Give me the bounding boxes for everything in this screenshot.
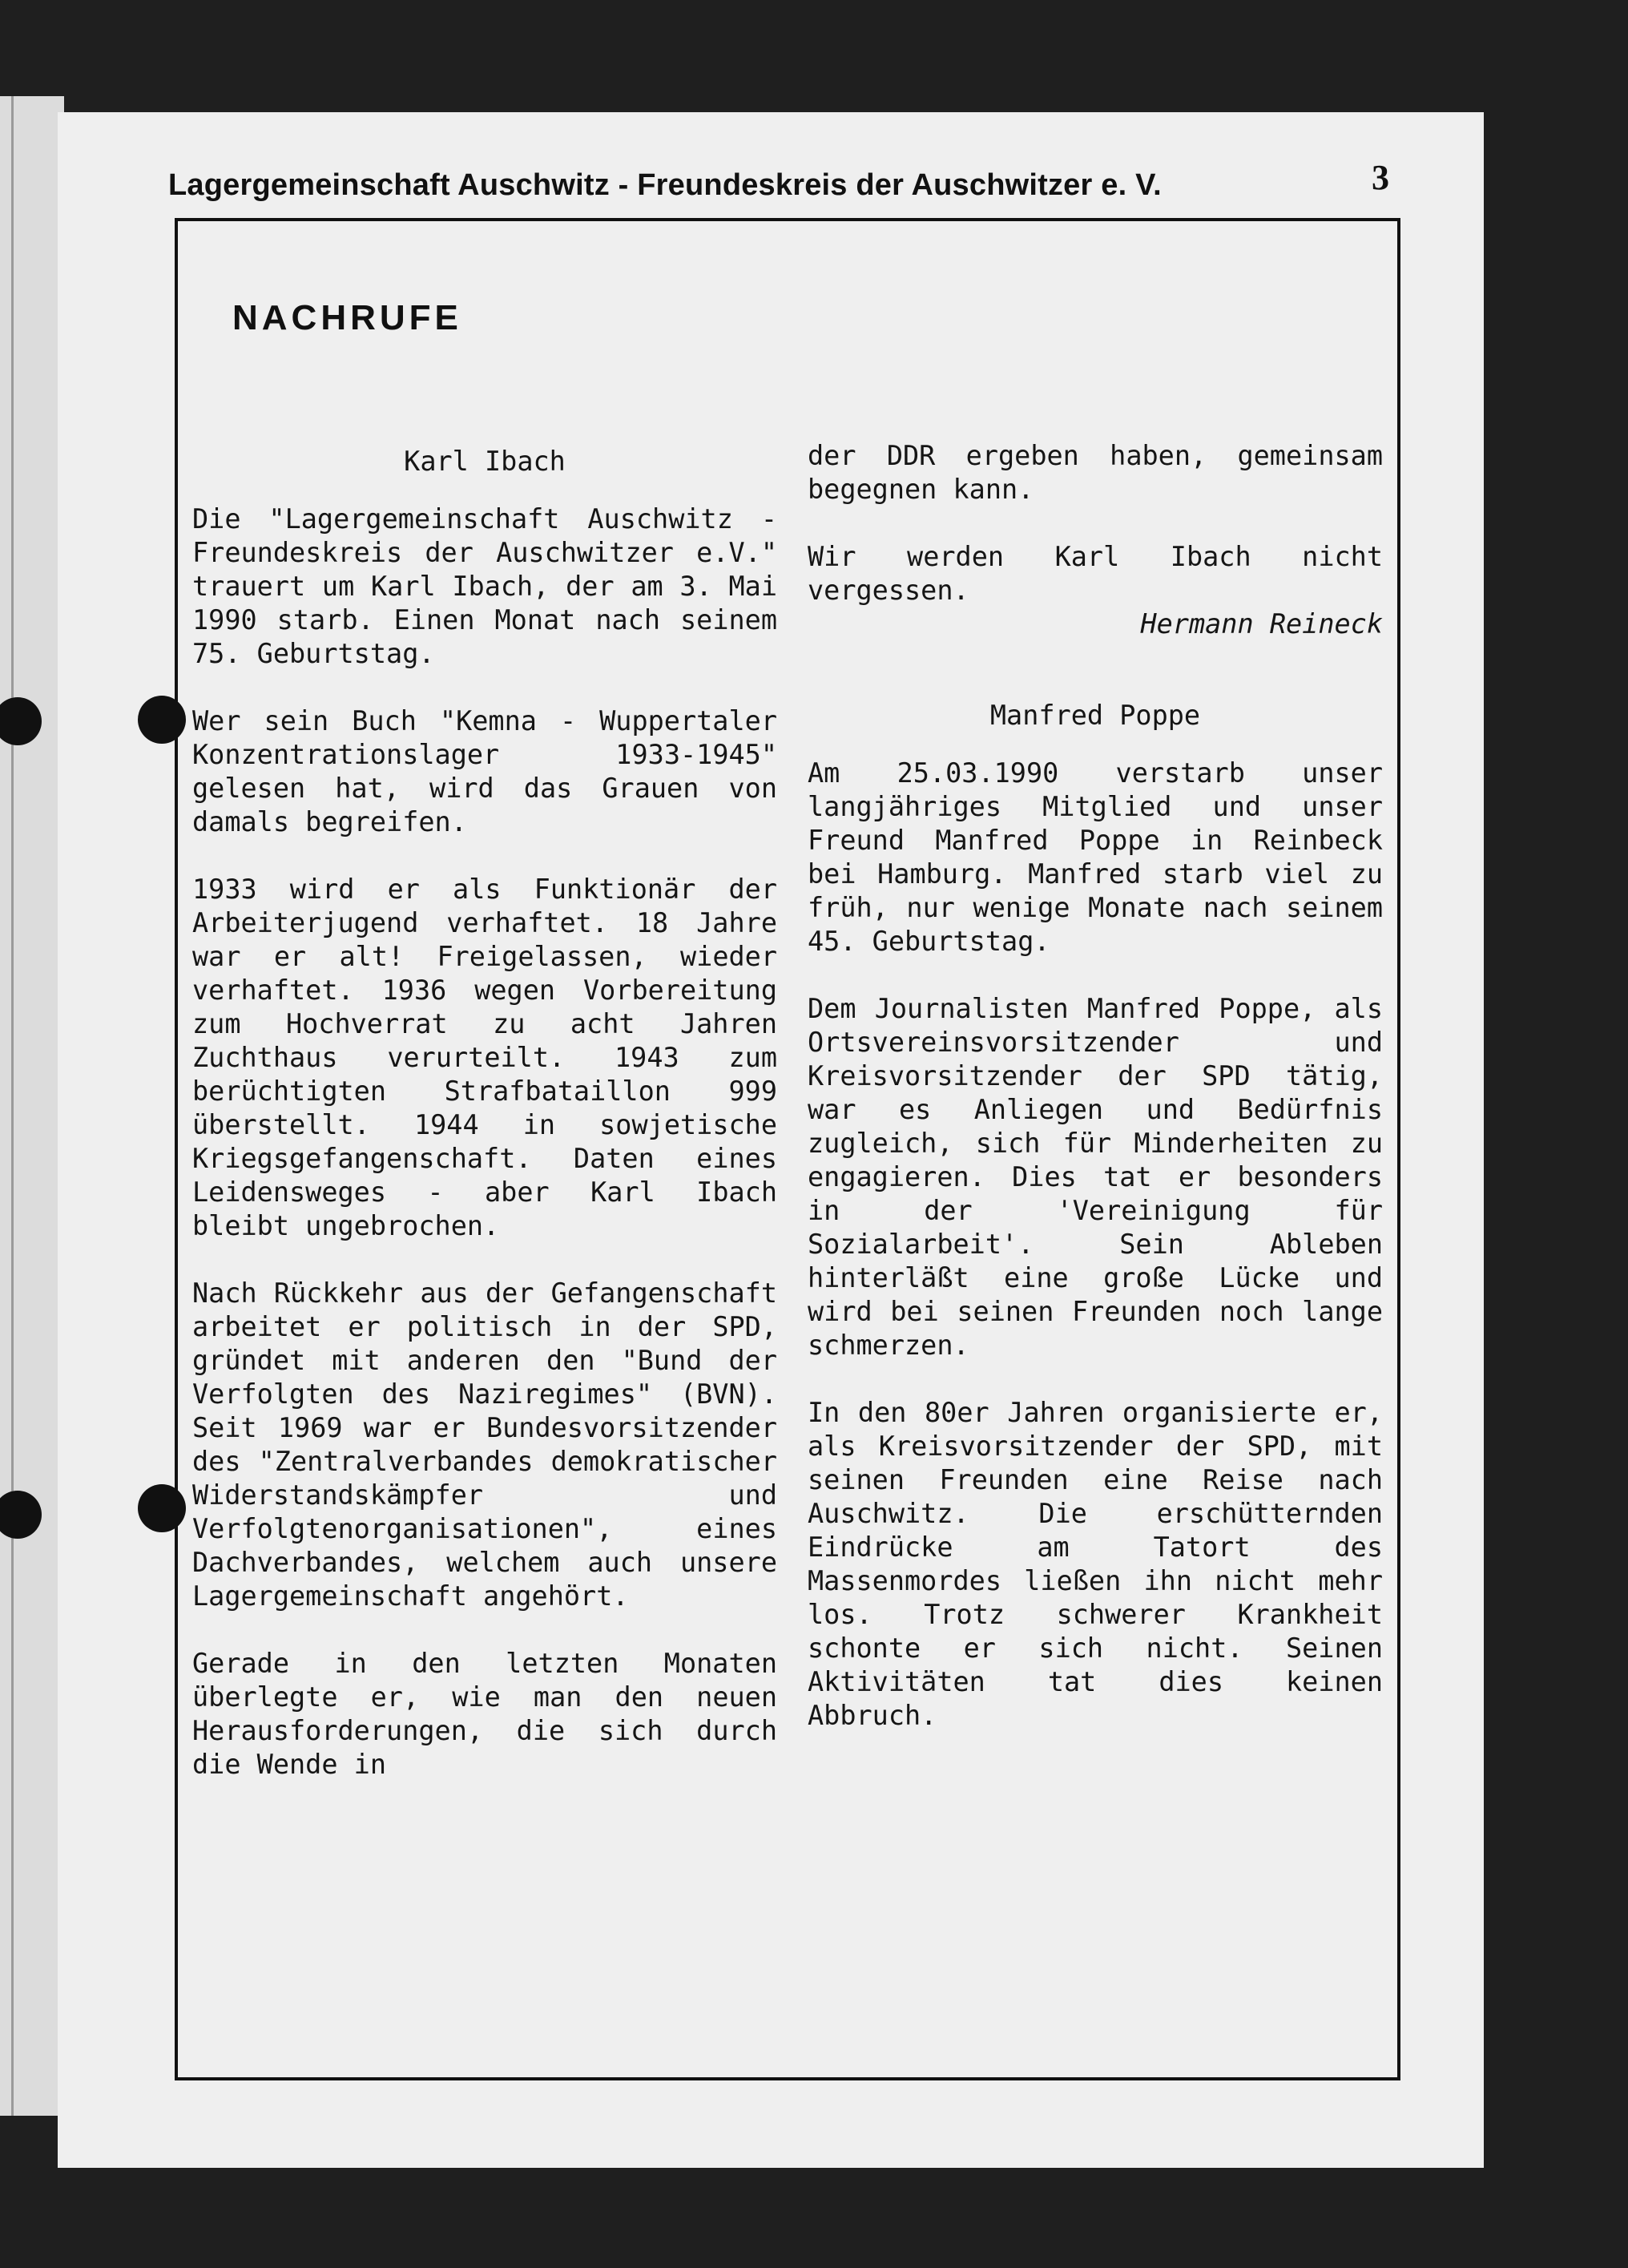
paragraph: Die "Lagergemeinschaft Auschwitz - Freundeskreis der Auschwitzer e.V." trauert um Karl Ibach, der am 3. Mai 1990 starb. Einen Monat nach seinem 75. Geburtstag.	[192, 503, 777, 669]
paragraph: Wir werden Karl Ibach nicht vergessen.	[808, 541, 1383, 606]
paragraph: Gerade in den letzten Monaten überlegte er, wie man den neuen Herausforderungen, die sich durch die Wende in	[192, 1648, 777, 1780]
paragraph: Am 25.03.1990 verstarb unser langjähriges Mitglied und unser Freund Manfred Poppe in Reinbeck bei Hamburg. Manfred starb viel zu früh, nur wenige Monate nach seinem 45. Geburtstag.	[808, 757, 1383, 957]
paragraph: Dem Journalisten Manfred Poppe, als Ortsvereinsvorsitzender und Kreisvorsitzender der SPD tätig, war es Anliegen und Bedürfnis zugleich, sich für Minderheiten zu engagieren. Dies tat er besonders in der 'Vereinigung für Sozialarbeit'. Sein Ableben hinterläßt eine große Lücke und wird bei seinen Freunden noch lange schmerzen.	[808, 993, 1383, 1361]
header-title: Lagergemeinschaft Auschwitz - Freundeskreis der Auschwitzer e. V.	[168, 168, 1162, 202]
left-column	[192, 445, 777, 1815]
paragraph: der DDR ergeben haben, gemeinsam begegnen kann.	[808, 440, 1383, 505]
previous-page-edge	[0, 96, 64, 2116]
page-number: 3	[1372, 158, 1389, 197]
paragraph: 1933 wird er als Funktionär der Arbeiterjugend verhaftet. 18 Jahre war er alt! Freigelassen, wieder verhaftet. 1936 wegen Vorbereitung zum Hochverrat zu acht Jahren Zuchthaus verurteilt. 1943 zum berüchtigten Strafbataillon 999 überstellt. 1944 in sowjetische Kriegsgefangenschaft. Daten eines Leidensweges - aber Karl Ibach bleibt ungebrochen.	[192, 874, 777, 1241]
author-signature: Hermann Reineck	[1140, 608, 1383, 640]
obituary-name: Manfred Poppe	[989, 700, 1201, 731]
right-column	[808, 439, 1383, 1766]
paragraph: Wer sein Buch "Kemna - Wuppertaler Konzentrationslager 1933-1945" gelesen hat, wird das Grauen von damals begreifen.	[192, 705, 777, 837]
page-fold-line	[11, 96, 14, 2116]
paragraph: Nach Rückkehr aus der Gefangenschaft arbeitet er politisch in der SPD, gründet mit anderen den "Bund der Verfolgten des Naziregimes" (BVN). Seit 1969 war er Bundesvorsitzender des "Zentralverbandes demokratischer Widerstandskämpfer und Verfolgtenorganisationen", eines Dachverbandes, welchem auch unsere Lagergemeinschaft angehört.	[192, 1277, 777, 1612]
section-heading: NACHRUFE	[232, 298, 462, 337]
obituary-name: Karl Ibach	[404, 446, 566, 477]
paragraph: In den 80er Jahren organisierte er, als Kreisvorsitzender der SPD, mit seinen Freunden eine Reise nach Auschwitz. Die erschütternden Eindrücke am Tatort des Massenmordes ließen ihn nicht mehr los. Trotz schwerer Krankheit schonte er sich nicht. Seinen Aktivitäten tat dies keinen Abbruch.	[808, 1397, 1383, 1731]
